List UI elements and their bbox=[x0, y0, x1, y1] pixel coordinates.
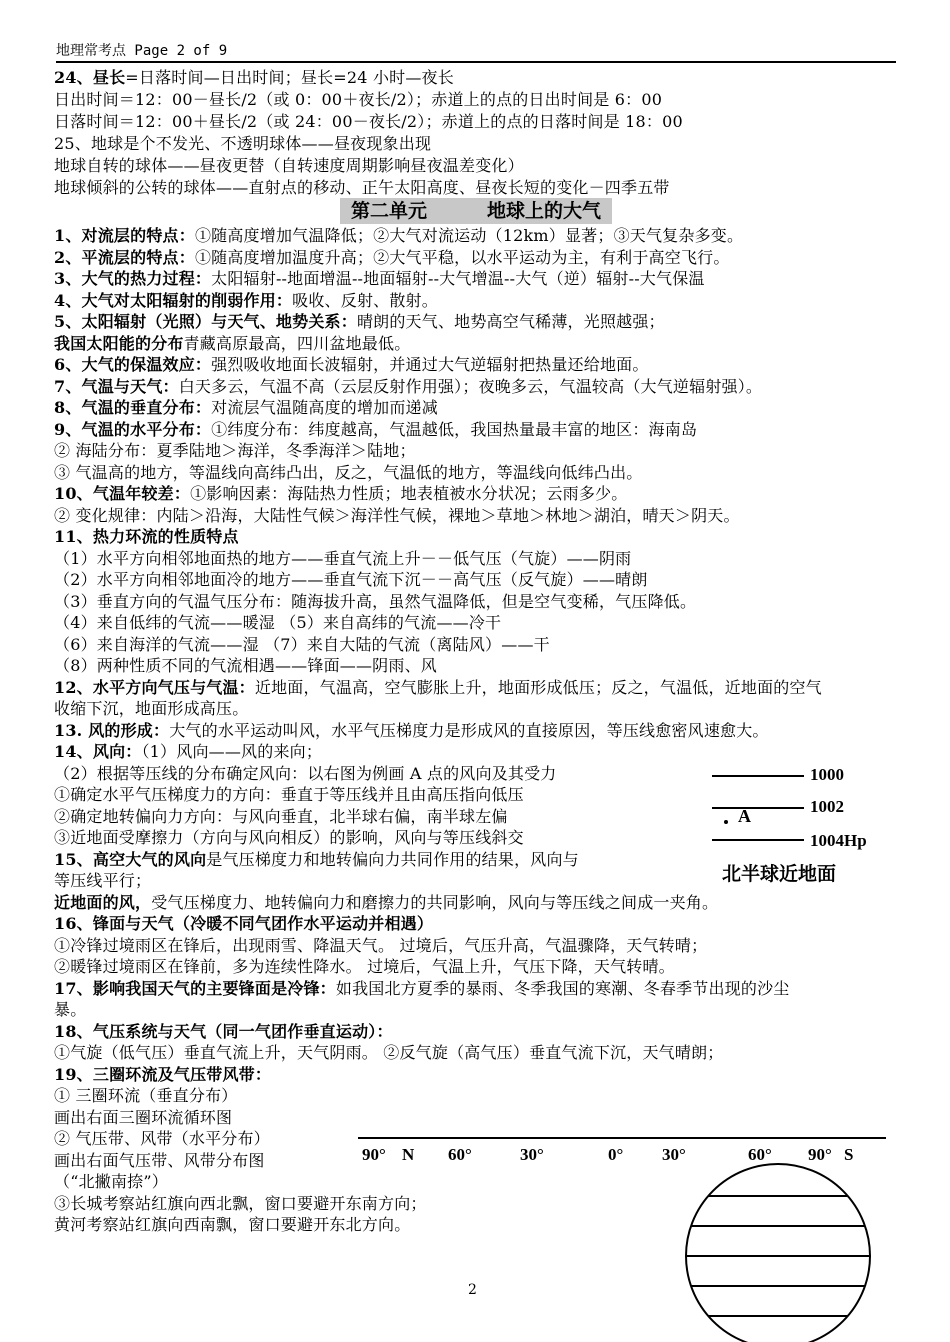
latitude-label: 60° bbox=[748, 1145, 772, 1164]
body-line-text: ①随高度增加气温降低；②大气对流运动（12km）显著；③天气复杂多变。 bbox=[194, 226, 744, 245]
body-line-text: （1）水平方向相邻地面热的地方——垂直气流上升－－低气压（气旋）——阴雨 bbox=[54, 548, 632, 568]
latitude-label: 30° bbox=[520, 1145, 544, 1164]
body-line bbox=[54, 979, 789, 999]
body-line-text: 画出右面三圈环流循环图 bbox=[54, 1107, 233, 1127]
body-line bbox=[54, 248, 730, 268]
intro-line bbox=[54, 68, 454, 88]
body-line-heading: 18、气压系统与天气（同一气团作垂直运动）： bbox=[54, 1021, 393, 1041]
intro-line-text: 地球倾斜的公转的球体——直射点的移动、正午太阳高度、昼夜长短的变化－四季五带 bbox=[54, 178, 670, 197]
body-line bbox=[54, 506, 740, 526]
isobar-diagram bbox=[708, 756, 898, 896]
body-line-text: ①影响因素：海陆热力性质；地表植被水分状况；云雨多少。 bbox=[190, 484, 628, 503]
body-line-heading: 近地面的风， bbox=[54, 892, 152, 912]
intro-line bbox=[54, 156, 524, 176]
body-line bbox=[54, 355, 649, 375]
body-line-text: 黄河考察站红旗向西南飘，窗口要避开东北方向。 bbox=[54, 1215, 411, 1234]
body-line-text: 吸收、反射、散射。 bbox=[292, 290, 438, 310]
body-line-text: 近地面，气温高，空气膨胀上升，地面形成低压；反之，气温低，近地面的空气 bbox=[254, 677, 822, 697]
body-line bbox=[54, 1086, 238, 1106]
intro-line-text: 25、地球是个不发光、不透明球体——昼夜现象出现 bbox=[54, 134, 432, 153]
body-line-heading: 10、气温年较差： bbox=[54, 484, 191, 503]
body-line bbox=[54, 527, 239, 547]
latitude-label: S bbox=[844, 1145, 854, 1164]
latitude-label: N bbox=[402, 1145, 415, 1164]
body-line-heading: 14、风向： bbox=[54, 742, 142, 761]
body-line bbox=[54, 269, 705, 289]
body-line bbox=[54, 334, 410, 354]
body-line-text: ③长城考察站红旗向西北飘，窗口要避开东南方向； bbox=[54, 1193, 427, 1213]
body-line bbox=[54, 1043, 724, 1063]
body-line-text: ② 变化规律：内陆＞沿海，大陆性气候＞海洋性气候，裸地＞草地＞林地＞湖泊，晴天＞阴天。 bbox=[54, 505, 740, 525]
body-line-text: （6）来自海洋的气流——湿 （7）来自大陆的气流（离陆风）——干 bbox=[54, 634, 550, 654]
body-line-heading: 16、锋面与天气（冷暖不同气团作水平运动并相遇） bbox=[54, 914, 434, 933]
body-line bbox=[54, 914, 433, 934]
body-line-heading: 9、气温的水平分布： bbox=[54, 419, 212, 439]
global-circulation-diagram bbox=[356, 1132, 896, 1342]
body-line-heading: 6、大气的保温效应： bbox=[54, 355, 212, 374]
body-line bbox=[54, 742, 322, 762]
body-line-text: ②确定地转偏向力方向：与风向垂直，北半球右偏，南半球左偏 bbox=[54, 806, 508, 826]
body-line bbox=[54, 656, 437, 676]
body-line bbox=[54, 570, 648, 590]
body-line-text: （2）根据等压线的分布确定风向：以右图为例画 A 点的风向及其受力 bbox=[54, 763, 557, 783]
body-line bbox=[54, 785, 524, 805]
body-line-heading: 19、三圈环流及气压带风带： bbox=[54, 1064, 272, 1084]
body-line bbox=[54, 807, 508, 827]
body-line-text: 收缩下沉，地面形成高压。 bbox=[54, 699, 249, 718]
body-line-heading: 5、太阳辐射（光照）与天气、地势关系： bbox=[54, 312, 357, 331]
body-line-text: ① 三圈环流（垂直分布） bbox=[54, 1086, 238, 1105]
body-line-text: ② 海陆分布：夏季陆地＞海洋，冬季海洋＞陆地； bbox=[54, 441, 416, 460]
body-line-heading: 3、大气的热力过程： bbox=[54, 269, 212, 288]
body-line bbox=[54, 721, 769, 741]
body-line-text: ①确定水平气压梯度力的方向：垂直于等压线并且由高压指向低压 bbox=[54, 785, 524, 804]
body-line bbox=[54, 635, 550, 655]
unit-title-name: 地球上的大气 bbox=[487, 200, 602, 222]
body-line bbox=[54, 613, 501, 633]
body-line-heading: 我国太阳能的分布 bbox=[54, 333, 184, 353]
unit-title bbox=[340, 198, 612, 224]
body-line-text: ①气旋（低气压）垂直气流上升，天气阴雨。 ②反气旋（高气压）垂直气流下沉，天气晴朗； bbox=[54, 1043, 724, 1062]
body-line-heading: 8、气温的垂直分布： bbox=[54, 398, 212, 417]
latitude-label: 60° bbox=[448, 1145, 472, 1164]
body-line-text: （8）两种性质不同的气流相遇——锋面——阴雨、风 bbox=[54, 656, 437, 675]
body-line bbox=[54, 549, 631, 569]
body-line-text: 强烈吸收地面长波辐射，并通过大气逆辐射把热量还给地面。 bbox=[211, 355, 649, 374]
latitude-label: 0° bbox=[608, 1145, 624, 1164]
body-line-text: 晴朗的天气、地势高空气稀薄，光照越强； bbox=[356, 312, 665, 331]
body-line bbox=[54, 484, 627, 504]
page-number: 2 bbox=[468, 1282, 477, 1298]
intro-line-text: 地球自转的球体——昼夜更替（自转速度周期影响昼夜温差变化） bbox=[54, 156, 524, 175]
body-line-heading: 1、对流层的特点： bbox=[54, 226, 195, 245]
body-line bbox=[54, 1172, 168, 1192]
body-line bbox=[54, 764, 557, 784]
body-line-text: 画出右面气压带、风带分布图 bbox=[54, 1150, 265, 1170]
body-line-text: ①随高度增加温度升高；②大气平稳，以水平运动为主，有利于高空飞行。 bbox=[194, 247, 730, 267]
body-line bbox=[54, 936, 707, 956]
body-line-text: 青藏高原最高，四川盆地最低。 bbox=[183, 333, 411, 353]
body-line-text: 受气压梯度力、地转偏向力和磨擦力的共同影响，风向与等压线之间成一夹角。 bbox=[151, 892, 719, 912]
intro-line bbox=[54, 90, 662, 110]
intro-line-text: 日出时间＝12：00－昼长/2（或 0：00＋夜长/2）；赤道上的点的日出时间是 6：00 bbox=[54, 90, 663, 109]
body-line-text: 白天多云，气温不高（云层反射作用强）；夜晚多云，气温较高（大气逆辐射强）。 bbox=[178, 376, 763, 396]
body-line-text: （4）来自低纬的气流——暖湿 （5）来自高纬的气流——冷干 bbox=[54, 613, 502, 632]
body-line-heading: 17、影响我国天气的主要锋面是冷锋： bbox=[54, 978, 336, 998]
body-line-text: 大气的水平运动叫风，水平气压梯度力是形成风的直接原因，等压线愈密风速愈大。 bbox=[169, 720, 769, 740]
intro-line-text: =日落时间—日出时间；昼长=24 小时—夜长 bbox=[125, 68, 454, 87]
body-line bbox=[54, 1129, 270, 1149]
body-line-text: ③ 气温高的地方，等温线向高纬凸出，反之，气温低的地方，等温线向低纬凸出。 bbox=[54, 462, 643, 482]
body-line-heading: 4、大气对太阳辐射的削弱作用： bbox=[54, 290, 293, 310]
body-line bbox=[54, 957, 675, 977]
intro-line bbox=[54, 134, 431, 154]
latitude-label: 30° bbox=[662, 1145, 686, 1164]
body-line-text: （2）水平方向相邻地面冷的地方——垂直气流下沉－－高气压（反气旋）——晴朗 bbox=[54, 570, 648, 589]
body-line bbox=[54, 828, 524, 848]
body-line-heading: 2、平流层的特点： bbox=[54, 247, 195, 267]
body-line bbox=[54, 1151, 265, 1171]
point-a-marker bbox=[724, 820, 728, 824]
body-line-text: ①冷锋过境雨区在锋后，出现雨雪、降温天气。 过境后，气压升高，气温骤降，天气转晴； bbox=[54, 935, 708, 955]
isobar-caption: 北半球近地面 bbox=[722, 863, 837, 885]
isobar-label-1000: 1000 bbox=[810, 765, 844, 784]
body-line bbox=[54, 850, 579, 870]
latitude-label: 90° bbox=[362, 1145, 386, 1164]
body-line-text: 对流层气温随高度的增加而递减 bbox=[211, 398, 438, 417]
body-line bbox=[54, 312, 665, 332]
body-line bbox=[54, 1065, 271, 1085]
body-line bbox=[54, 377, 762, 397]
body-line-text: ②暖锋过境雨区在锋前，多为连续性降水。 过境后，气温上升，气压下降，天气转晴。 bbox=[54, 957, 675, 976]
body-line bbox=[54, 699, 248, 719]
page-header: 地理常考点 Page 2 of 9 bbox=[56, 43, 228, 59]
latitude-label: 90° bbox=[808, 1145, 832, 1164]
intro-line bbox=[54, 112, 683, 132]
body-line-text: （1）风向——风的来向； bbox=[141, 742, 323, 761]
intro-line bbox=[54, 178, 670, 198]
body-line-text: （3）垂直方向的气温气压分布：随海拔升高，虽然气温降低，但是空气变稀，气压降低。 bbox=[54, 591, 697, 611]
body-line bbox=[54, 893, 718, 913]
body-line bbox=[54, 291, 438, 311]
body-line-text: 如我国北方夏季的暴雨、冬季我国的寒潮、冬春季节出现的沙尘 bbox=[335, 978, 790, 998]
body-line-text: 等压线平行； bbox=[54, 871, 152, 890]
body-line-text: 暴。 bbox=[54, 1000, 87, 1019]
body-line-text: ①纬度分布：纬度越高，气温越低，我国热量最丰富的地区：海南岛 bbox=[211, 419, 698, 439]
body-line bbox=[54, 420, 697, 440]
body-line-heading: 13. 风的形成： bbox=[54, 720, 170, 740]
body-line bbox=[54, 871, 151, 891]
isobar-label-1004: 1004Hp bbox=[810, 831, 867, 850]
body-line bbox=[54, 592, 696, 612]
body-line-heading: 11、热力环流的性质特点 bbox=[54, 527, 239, 546]
point-a-label: A bbox=[738, 806, 751, 826]
body-line bbox=[54, 1022, 393, 1042]
body-line bbox=[54, 1000, 86, 1020]
body-line bbox=[54, 226, 743, 246]
body-line bbox=[54, 463, 643, 483]
body-line-text: ② 气压带、风带（水平分布） bbox=[54, 1129, 270, 1148]
unit-title-number: 第二单元 bbox=[350, 200, 427, 222]
intro-line-text: 日落时间＝12：00＋昼长/2（或 24：00－夜长/2）；赤道上的点的日落时间是 18：00 bbox=[54, 112, 683, 131]
isobar-label-1002: 1002 bbox=[810, 797, 844, 816]
body-line-heading: 15、高空大气的风向 bbox=[54, 849, 207, 869]
body-line bbox=[54, 678, 822, 698]
body-line-heading: 7、气温与天气： bbox=[54, 376, 179, 396]
body-line bbox=[54, 441, 416, 461]
body-line-heading: 12、水平方向气压与气温： bbox=[54, 677, 255, 697]
body-line bbox=[54, 398, 438, 418]
body-line-text: 是气压梯度力和地转偏向力共同作用的结果，风向与 bbox=[206, 849, 579, 869]
body-line-text: ③近地面受摩擦力（方向与风向相反）的影响，风向与等压线斜交 bbox=[54, 828, 524, 847]
header-rule bbox=[56, 61, 896, 63]
intro-line-heading: 24、昼长 bbox=[54, 68, 126, 87]
body-line-text: 太阳辐射--地面增温--地面辐射--大气增温--大气（逆）辐射--大气保温 bbox=[211, 269, 705, 288]
body-line bbox=[54, 1108, 232, 1128]
body-line-text: （“北撇南捺”） bbox=[54, 1172, 168, 1191]
